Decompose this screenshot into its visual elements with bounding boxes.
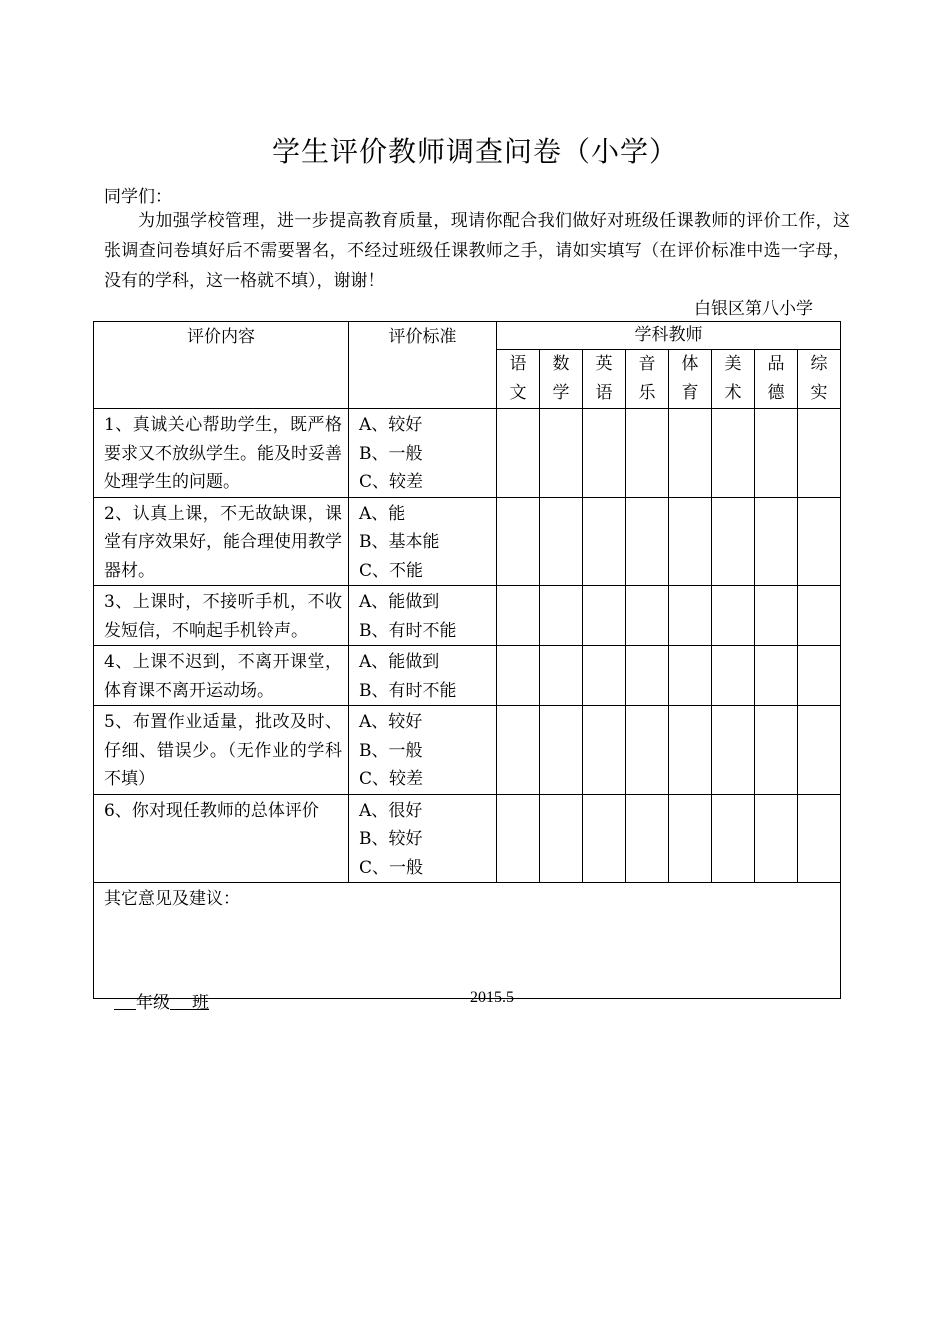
answer-cell[interactable] — [798, 586, 841, 646]
rating-option: A、能做到 — [359, 652, 440, 672]
subject-char: 音 — [638, 354, 656, 374]
answer-cell[interactable] — [497, 706, 540, 795]
subject-char: 综 — [810, 354, 828, 374]
answer-cell[interactable] — [712, 794, 755, 883]
answer-cell[interactable] — [712, 586, 755, 646]
rating-option: B、较好 — [359, 829, 423, 849]
subject-char: 数 — [552, 354, 570, 374]
answer-cell[interactable] — [497, 409, 540, 498]
criterion-text: 1、真诚关心帮助学生，既严格要求又不放纵学生。能及时妥善处理学生的问题。 — [94, 409, 349, 498]
answer-cell[interactable] — [755, 409, 798, 498]
answer-cell[interactable] — [798, 497, 841, 586]
remarks-field[interactable] — [94, 883, 841, 999]
subject-char: 体 — [681, 354, 699, 374]
header-content: 评价内容 — [94, 322, 349, 409]
answer-cell[interactable] — [798, 794, 841, 883]
answer-cell[interactable] — [712, 706, 755, 795]
answer-cell[interactable] — [540, 706, 583, 795]
subject-char: 语 — [595, 383, 613, 403]
answer-cell[interactable] — [712, 409, 755, 498]
answer-cell[interactable] — [798, 646, 841, 706]
subject-header — [712, 350, 755, 409]
answer-cell[interactable] — [712, 497, 755, 586]
grade-label: 年级 — [136, 993, 170, 1013]
rating-option: A、较好 — [359, 712, 423, 732]
answer-cell[interactable] — [669, 586, 712, 646]
criterion-text: 4、上课不迟到，不离开课堂，体育课不离开运动场。 — [94, 646, 349, 706]
criterion-text: 6、你对现任教师的总体评价 — [94, 794, 349, 883]
answer-cell[interactable] — [712, 646, 755, 706]
subject-char: 育 — [681, 383, 699, 403]
table-row — [94, 794, 841, 883]
subject-header — [669, 350, 712, 409]
rating-option: B、有时不能 — [359, 620, 457, 641]
answer-cell[interactable] — [583, 794, 626, 883]
remarks-label: 其它意见及建议： — [104, 889, 240, 909]
rating-options — [349, 706, 497, 795]
greeting: 同学们： — [104, 187, 172, 207]
rating-option: C、较差 — [359, 769, 424, 789]
answer-cell[interactable] — [669, 409, 712, 498]
answer-cell[interactable] — [540, 794, 583, 883]
rating-options — [349, 497, 497, 586]
answer-cell[interactable] — [755, 706, 798, 795]
answer-cell[interactable] — [755, 586, 798, 646]
answer-cell[interactable] — [626, 497, 669, 586]
answer-cell[interactable] — [626, 646, 669, 706]
answer-cell[interactable] — [626, 706, 669, 795]
subject-header — [755, 350, 798, 409]
subject-header — [540, 350, 583, 409]
answer-cell[interactable] — [497, 646, 540, 706]
subject-char: 品 — [767, 354, 785, 374]
subject-char: 术 — [724, 383, 742, 403]
answer-cell[interactable] — [755, 794, 798, 883]
answer-cell[interactable] — [497, 794, 540, 883]
criterion-text: 2、认真上课，不无故缺课，课堂有序效果好，能合理使用教学器材。 — [94, 497, 349, 586]
criterion-text: 5、布置作业适量，批改及时、仔细、错误少。（无作业的学科不填） — [94, 706, 349, 795]
answer-cell[interactable] — [583, 586, 626, 646]
rating-options — [349, 586, 497, 646]
subject-char: 实 — [810, 383, 828, 403]
answer-cell[interactable] — [798, 409, 841, 498]
subject-char: 美 — [724, 354, 742, 374]
grade-blank[interactable] — [114, 991, 136, 1010]
page-title: 学生评价教师调查问卷（小学） — [271, 135, 678, 168]
rating-option: A、能做到 — [359, 592, 440, 612]
rating-options — [349, 409, 497, 498]
table-row — [94, 646, 841, 706]
answer-cell[interactable] — [755, 497, 798, 586]
survey-table — [93, 321, 841, 999]
answer-cell[interactable] — [669, 646, 712, 706]
answer-cell[interactable] — [540, 409, 583, 498]
class-label: 班 — [192, 993, 209, 1013]
answer-cell[interactable] — [497, 586, 540, 646]
rating-option: B、一般 — [359, 740, 423, 761]
rating-option: B、基本能 — [359, 532, 440, 552]
answer-cell[interactable] — [540, 646, 583, 706]
answer-cell[interactable] — [626, 409, 669, 498]
answer-cell[interactable] — [626, 586, 669, 646]
criterion-text: 3、上课时，不接听手机，不收发短信，不响起手机铃声。 — [94, 586, 349, 646]
answer-cell[interactable] — [540, 497, 583, 586]
answer-cell[interactable] — [669, 706, 712, 795]
header-standard: 评价标准 — [349, 322, 497, 409]
rating-option: B、一般 — [359, 443, 423, 464]
grade-class-line — [114, 988, 209, 1013]
rating-options — [349, 794, 497, 883]
rating-options — [349, 646, 497, 706]
subject-header — [583, 350, 626, 409]
rating-option: A、很好 — [359, 800, 423, 821]
rating-option: A、较好 — [359, 415, 423, 435]
answer-cell[interactable] — [669, 794, 712, 883]
subject-header — [497, 350, 540, 409]
answer-cell[interactable] — [669, 497, 712, 586]
rating-option: C、不能 — [359, 560, 424, 581]
answer-cell[interactable] — [626, 794, 669, 883]
rating-option: A、能 — [359, 503, 406, 524]
intro-paragraph: 为加强学校管理，进一步提高教育质量，现请你配合我们做好对班级任课教师的评价工作，这张调查问卷填好后不需要署名，不经过班级任课教师之手，请如实填写（在评价标准中选一字母，没有的学科，这一格就不填），谢谢！ — [104, 211, 850, 291]
subject-char: 英 — [595, 354, 613, 374]
answer-cell[interactable] — [798, 706, 841, 795]
subject-header — [626, 350, 669, 409]
header-teachers: 学科教师 — [497, 322, 841, 350]
subject-char: 文 — [509, 383, 527, 403]
table-row — [94, 409, 841, 498]
school-name: 白银区第八小学 — [694, 299, 813, 319]
answer-cell[interactable] — [583, 646, 626, 706]
rating-option: C、较差 — [359, 472, 424, 492]
answer-cell[interactable] — [755, 646, 798, 706]
table-row — [94, 497, 841, 586]
class-blank[interactable] — [170, 991, 192, 1010]
answer-cell[interactable] — [583, 706, 626, 795]
answer-cell[interactable] — [583, 409, 626, 498]
subject-header — [798, 350, 841, 409]
answer-cell[interactable] — [540, 586, 583, 646]
subject-char: 语 — [509, 354, 527, 374]
answer-cell[interactable] — [583, 497, 626, 586]
rating-option: C、一般 — [359, 857, 424, 878]
table-row — [94, 586, 841, 646]
table-row — [94, 706, 841, 795]
answer-cell[interactable] — [497, 497, 540, 586]
rating-option: B、有时不能 — [359, 680, 457, 701]
date: 2015.5 — [470, 989, 514, 1006]
subject-char: 乐 — [638, 383, 656, 403]
subject-char: 德 — [767, 383, 785, 403]
subject-char: 学 — [552, 383, 570, 403]
